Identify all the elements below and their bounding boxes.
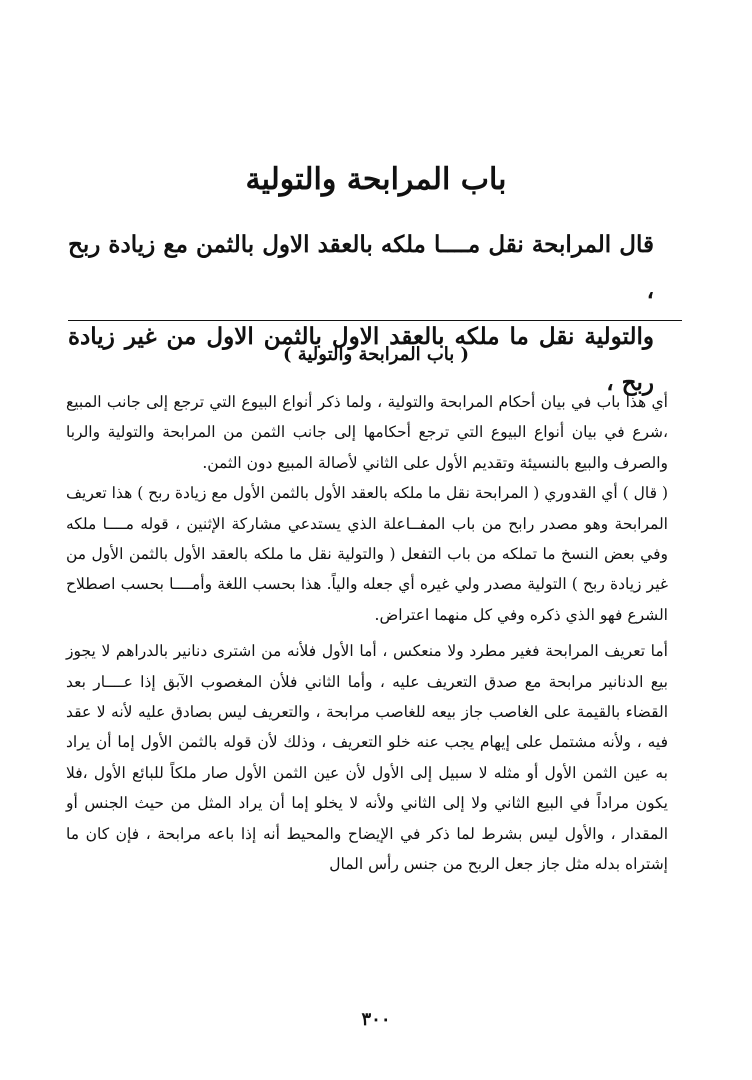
commentary-heading: ( باب المرابحة والتولية ) [282, 344, 470, 365]
matn-line: والتولية نقل ما ملكه بالعقد الاول بالثمن الاول من غير زيادة ربح ، [68, 323, 654, 396]
chapter-title: باب المرابحة والتولية [245, 162, 507, 197]
page-number: ٣٠٠ [361, 1009, 391, 1030]
matn-line: قال المرابحة نقل مــــا ملكه بالعقد الاول بالثمن مع زيادة ربح ، [68, 231, 654, 304]
commentary-text [66, 387, 668, 880]
commentary-paragraph: ( قال ) أي القدوري ( المرابحة نقل ما ملكه بالعقد الأول بالثمن الأول مع زيادة ربح ) هذا تعريف المرابحة وهو مصدر رابح من باب المفــاعلة الذي يستدعي مشاركة الإثنين ، قوله مــــا ملكه وفي بعض النسخ ما تملكه من باب التفعل ( والتولية نقل ما ملكه بالعقد الأول بالثمن الأول من غير زيادة ربح ) التولية مصدر ولي غيره أي جعله والياً. هذا بحسب اللغة وأمــــا بحسب اصطلاح الشرع فهو الذي ذكره وفي كل منهما اعتراض. [66, 484, 668, 624]
commentary-paragraph: أي هذا باب في بيان أحكام المرابحة والتولية ، ولما ذكر أنواع البيوع التي ترجع إلى جانب المبيع ،شرع في بيان أنواع البيوع التي ترجع أحكامها إلى جانب الثمن من المرابحة والتولية والربا والصرف والبيع بالنسيئة وتقديم الأول على الثاني لأصالة المبيع دون الثمن. [66, 393, 668, 472]
matn-text [68, 222, 654, 406]
commentary-paragraph: أما تعريف المرابحة فغير مطرد ولا منعكس ، أما الأول فلأنه من اشترى دنانير بالدراهم لا يجوز بيع الدنانير مرابحة مع صدق التعريف عليه ، وأما الثاني فلأن المغصوب الآبق إذا عــــار بعد القضاء بالقيمة على الغاصب جاز بيعه للغاصب مرابحة ، والتعريف ليس بصادق عليه لأنه لا عقد فيه ، ولأنه مشتمل على إيهام يجب عنه خلو التعريف ، وذلك لأن قوله بالثمن الأول إما أن يراد به عين الثمن الأول أو مثله لا سبيل إلى الأول لأن عين الثمن الأول صار ملكاً للبائع الأول ،فلا يكون مراداً في البيع الثاني ولا إلى الثاني ولأنه لا يخلو إما أن يراد المثل من حيث الجنس أو المقدار ، والأول ليس بشرط لما ذكر في الإيضاح والمحيط أنه إذا باعه مرابحة ، فإن كان ما إشتراه بدله مثل جاز جعل الربح من جنس رأس المال [66, 642, 668, 874]
separator-rule [68, 320, 682, 321]
